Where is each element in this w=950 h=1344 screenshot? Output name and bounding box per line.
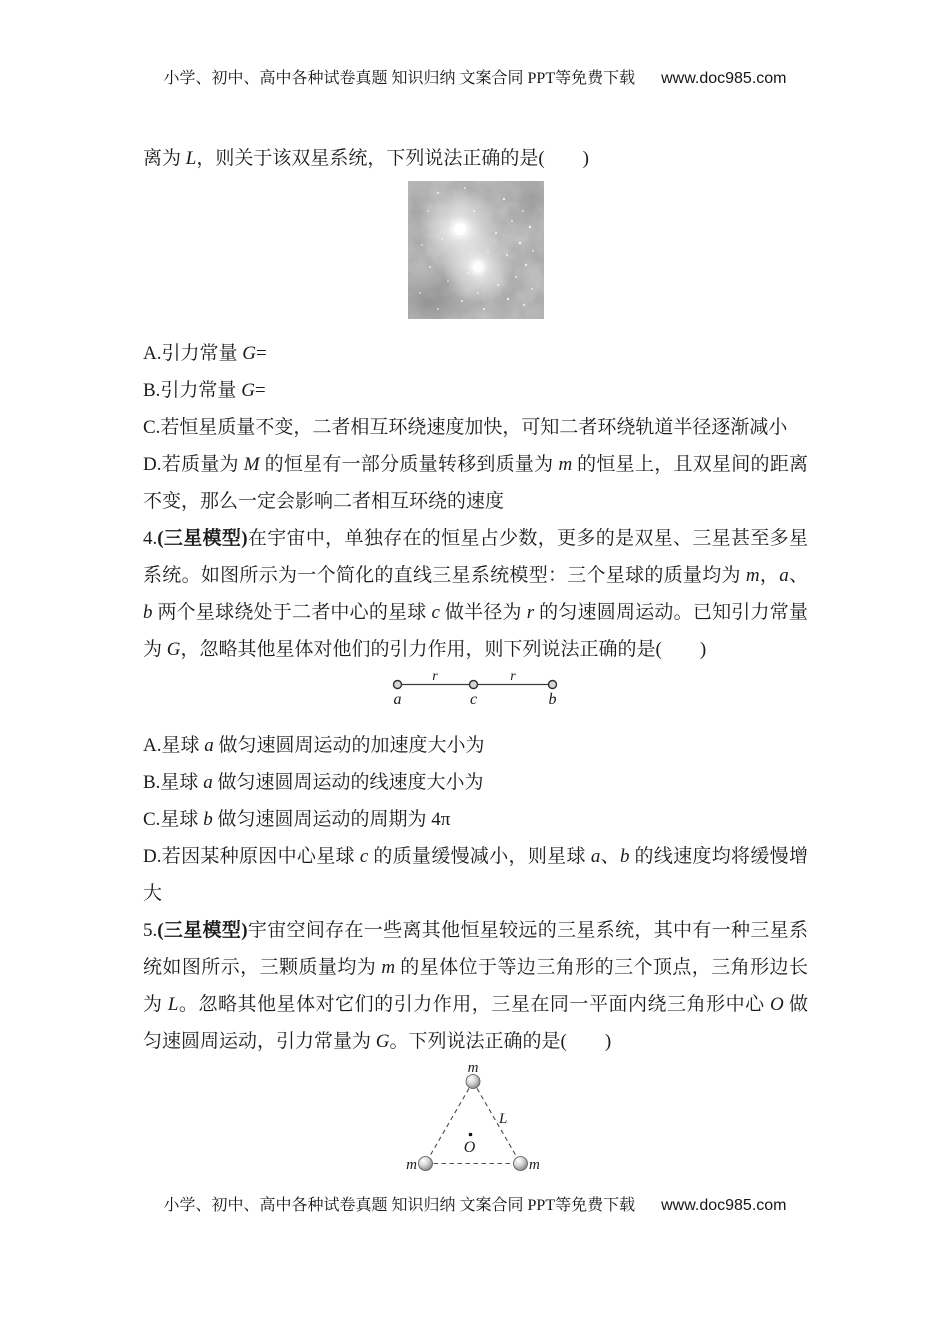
side-length-label: L	[498, 1111, 507, 1127]
radius-label: r	[431, 670, 438, 684]
star-top-ball	[466, 1075, 480, 1089]
linear-three-star-diagram	[386, 670, 566, 712]
text-line: 为 L。忽略其他星体对它们的引力作用，三星在同一平面内绕三角形中心 O 做	[143, 994, 808, 1015]
text-line: D.若因某种原因中心星球 c 的质量缓慢减小，则星球 a、b 的线速度均将缓慢增	[143, 846, 808, 867]
star-right-ball	[513, 1157, 527, 1171]
document-body	[143, 140, 808, 1192]
text-line: 大	[143, 883, 163, 904]
text-line: 离为 L，则关于该双星系统，下列说法正确的是( )	[143, 148, 589, 169]
text-line: 4.(三星模型)在宇宙中，单独存在的恒星占少数，更多的是双星、三星甚至多星	[143, 528, 808, 549]
text-line: b 两个星球绕处于二者中心的星球 c 做半径为 r 的匀速圆周运动。已知引力常量	[143, 602, 808, 623]
text-line: A.引力常量 G=	[143, 343, 267, 364]
text-line: C.若恒星质量不变，二者相互环绕速度加快，可知二者环绕轨道半径逐渐减小	[143, 417, 788, 438]
text-line: D.若质量为 M 的恒星有一部分质量转移到质量为 m 的恒星上，且双星间的距离	[143, 454, 808, 475]
star-a-dot	[393, 681, 401, 689]
text-line: 为 G，忽略其他星体对他们的引力作用，则下列说法正确的是( )	[143, 639, 707, 660]
linear-three-star-figure	[143, 668, 808, 712]
mass-label-right: m	[528, 1157, 540, 1173]
text-line: B.星球 a 做匀速圆周运动的线速度大小为	[143, 772, 484, 793]
text-line: 匀速圆周运动，引力常量为 G。下列说法正确的是( )	[143, 1031, 612, 1052]
nebula-image	[408, 181, 544, 319]
star-a-label: a	[393, 691, 401, 708]
star-b-label: b	[548, 691, 556, 708]
text-line: 不变，那么一定会影响二者相互环绕的速度	[143, 491, 505, 512]
banner-text: 小学、初中、高中各种试卷真题 知识归纳 文案合同 PPT等免费下载	[163, 1197, 636, 1214]
star-c-dot	[469, 681, 477, 689]
triangle-three-star-figure	[143, 1062, 808, 1192]
center-dot	[468, 1133, 472, 1137]
star-c-label: c	[469, 691, 477, 708]
banner-url: www.doc985.com	[661, 1197, 787, 1214]
text-line: B.引力常量 G=	[143, 380, 266, 401]
text-line: A.星球 a 做匀速圆周运动的加速度大小为	[143, 735, 485, 756]
star-left-ball	[418, 1157, 432, 1171]
center-label: O	[463, 1139, 475, 1156]
mass-label-top: m	[467, 1062, 478, 1076]
text-line: 5.(三星模型)宇宙空间存在一些离其他恒星较远的三星系统，其中有一种三星系	[143, 920, 808, 941]
radius-label: r	[509, 670, 516, 684]
nebula-figure	[143, 181, 808, 319]
text-line: C.星球 b 做匀速圆周运动的周期为 4π	[143, 809, 451, 830]
text-line: 统如图所示，三颗质量均为 m 的星体位于等边三角形的三个顶点，三角形边长	[143, 957, 808, 978]
banner-url: www.doc985.com	[661, 70, 787, 87]
text-line: 系统。如图所示为一个简化的直线三星系统模型：三个星球的质量均为 m，a、	[143, 565, 808, 586]
banner-text: 小学、初中、高中各种试卷真题 知识归纳 文案合同 PPT等免费下载	[163, 70, 636, 87]
mass-label-left: m	[405, 1157, 417, 1173]
page-header-banner	[0, 0, 950, 89]
page-footer-banner	[0, 1196, 950, 1216]
star-b-dot	[548, 681, 556, 689]
triangle-three-star-diagram	[406, 1062, 546, 1192]
